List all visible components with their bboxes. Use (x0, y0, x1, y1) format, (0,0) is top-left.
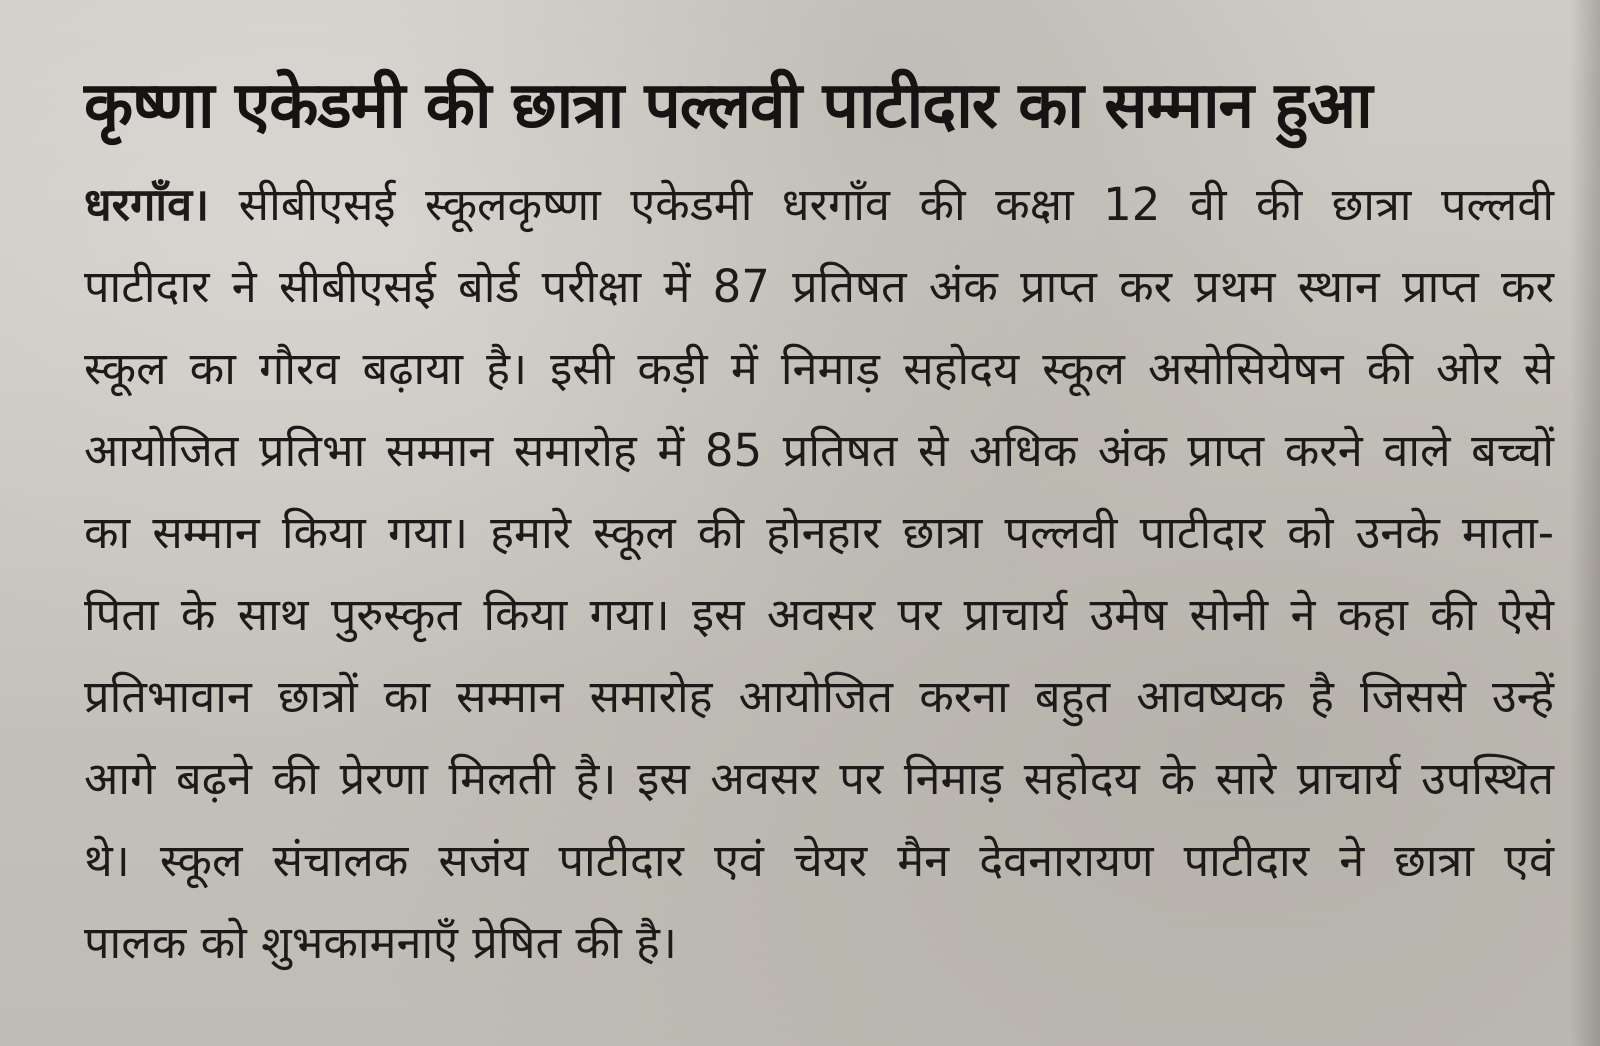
first-line-text: सीबीएसई स्कूलकृष्णा एकेडमी धरगाँव की कक्षा 12 वी की छात्रा पल्लवी (209, 178, 1554, 231)
page-edge-shadow (1570, 0, 1600, 1046)
body-line: प्रतिभावान छात्रों का सम्मान समारोह आयोजित करना बहुत आवष्यक है जिससे उन्हें (84, 670, 1554, 723)
body-line-last: पालक को शुभकामनाएँ प्रेषित की है। (84, 916, 677, 969)
headline: कृष्णा एकेडमी की छात्रा पल्लवी पाटीदार का सम्मान हुआ (84, 69, 1372, 143)
body-line (84, 164, 1554, 246)
article-body (84, 164, 1554, 984)
news-article (84, 56, 1554, 1016)
body-line: आयोजित प्रतिभा सम्मान समारोह में 85 प्रतिषत से अधिक अंक प्राप्त करने वाले बच्चों (84, 424, 1554, 477)
body-line: पाटीदार ने सीबीएसई बोर्ड परीक्षा में 87 प्रतिषत अंक प्राप्त कर प्रथम स्थान प्राप्त कर (84, 260, 1554, 313)
body-line: थे। स्कूल संचालक सजंय पाटीदार एवं चेयर मैन देवनारायण पाटीदार ने छात्रा एवं (84, 834, 1554, 887)
body-line: पिता के साथ पुरुस्कृत किया गया। इस अवसर पर प्राचार्य उमेष सोनी ने कहा की ऐसे (84, 588, 1554, 641)
dateline: धरगाँव। (84, 178, 210, 231)
body-line: स्कूल का गौरव बढ़ाया है। इसी कड़ी में निमाड़ सहोदय स्कूल असोसियेषन की ओर से (84, 342, 1554, 395)
body-line: आगे बढ़ने की प्रेरणा मिलती है। इस अवसर पर निमाड़ सहोदय के सारे प्राचार्य उपस्थित (84, 752, 1554, 805)
body-line: का सम्मान किया गया। हमारे स्कूल की होनहार छात्रा पल्लवी पाटीदार को उनके माता- (84, 506, 1554, 559)
